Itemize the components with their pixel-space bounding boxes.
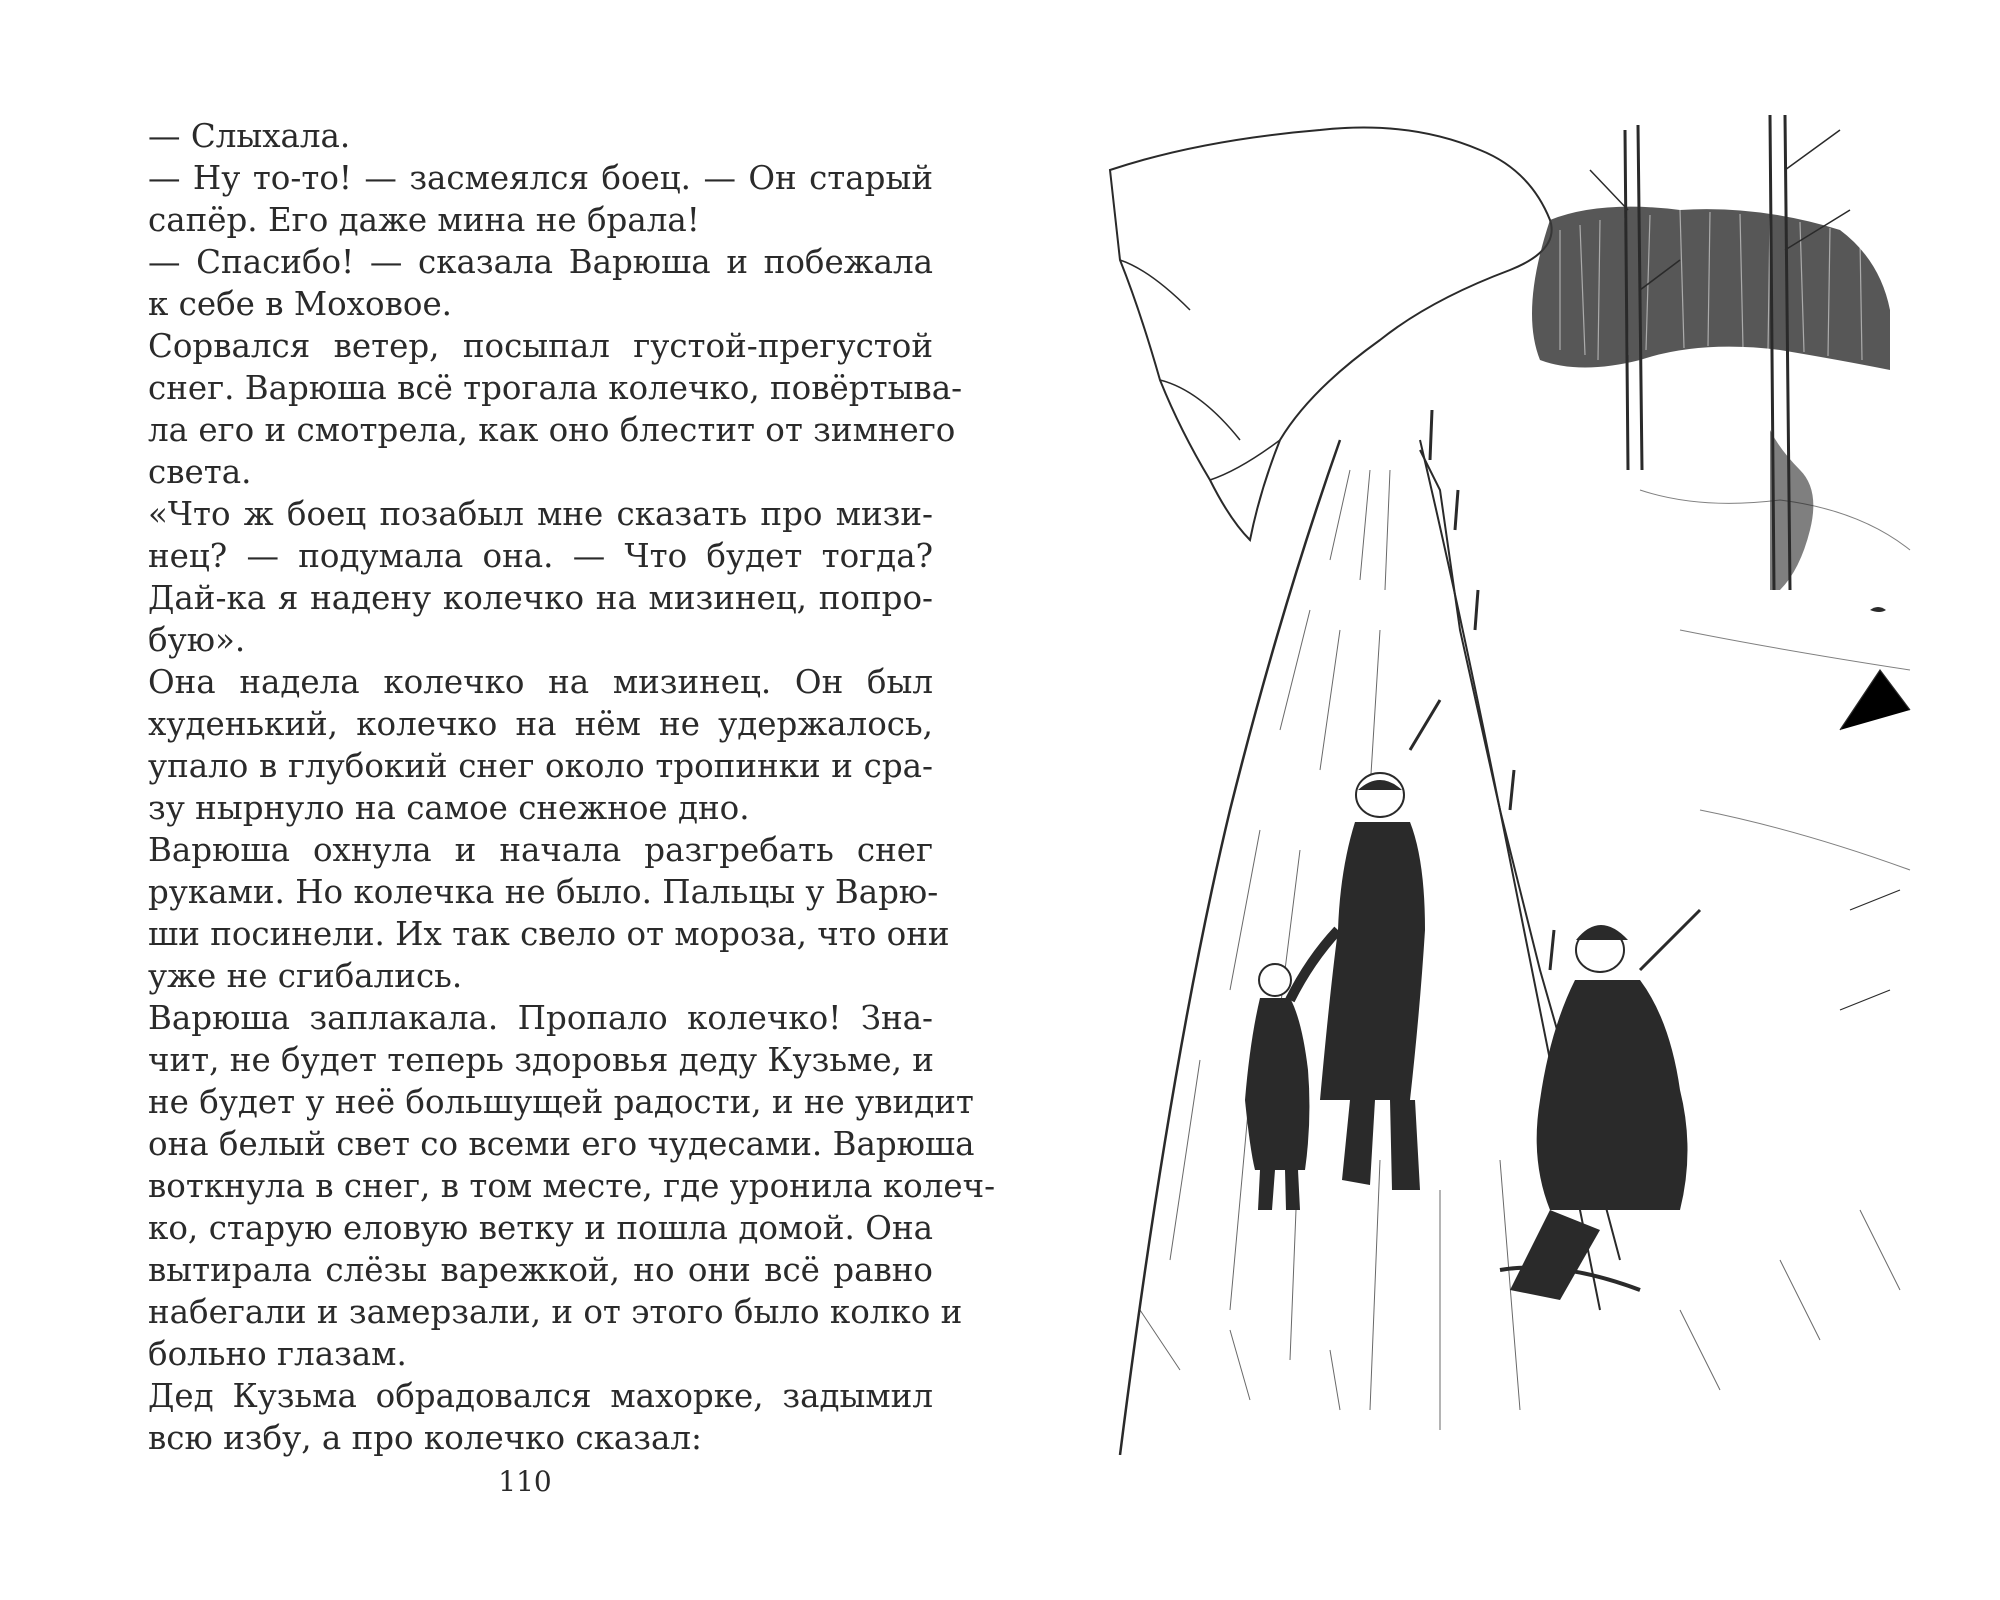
text-line: света. — [148, 453, 252, 491]
bird-icon — [1870, 607, 1886, 612]
text-line: она белый свет со всеми его чудесами. Варюша — [148, 1125, 975, 1163]
text-line: бую». — [148, 621, 246, 659]
text-line: — Спасибо! — сказала Варюша и побежала — [148, 243, 933, 281]
text-line: уже не сгибались. — [148, 957, 463, 995]
soldier-seated — [1500, 910, 1700, 1300]
text-line: больно глазам. — [148, 1335, 407, 1373]
text-line: — Слыхала. — [148, 117, 351, 155]
text-line: ла его и смотрела, как оно блестит от зимнего — [148, 411, 956, 449]
text-line: Варюша охнула и начала разгребать снег — [148, 831, 933, 869]
text-line: нец? — подумала она. — Что будет тогда? — [148, 537, 933, 575]
text-line: Она надела колечко на мизинец. Он был — [148, 663, 933, 701]
text-line: зу нырнуло на самое снежное дно. — [148, 789, 750, 827]
text-line: «Что ж боец позабыл мне сказать про мизи- — [148, 495, 933, 533]
text-line: снег. Варюша всё трогала колечко, повёртыва- — [148, 369, 963, 407]
text-line: сапёр. Его даже мина не брала! — [148, 201, 700, 239]
winter-road-illustration — [1080, 110, 1925, 1455]
text-line: всю избу, а про колечко сказал: — [148, 1419, 702, 1457]
text-line: вытирала слёзы варежкой, но они всё равно — [148, 1251, 933, 1289]
text-line: упало в глубокий снег около тропинки и сра- — [148, 747, 933, 785]
text-line: набегали и замерзали, и от этого было колко и — [148, 1293, 963, 1331]
text-line: ко, старую еловую ветку и пошла домой. Она — [148, 1209, 933, 1247]
text-line: Дай-ка я надену колечко на мизинец, попро- — [148, 579, 933, 617]
text-line: Сорвался ветер, посыпал густой-прегустой — [148, 327, 933, 365]
text-line: Варюша заплакала. Пропало колечко! Зна- — [148, 999, 933, 1037]
text-column — [148, 115, 996, 1459]
snow-bank-top — [1110, 128, 1552, 541]
text-line: не будет у неё большущей радости, и не увидит — [148, 1083, 974, 1121]
illustration-drawing — [1080, 110, 1925, 1455]
soldier-standing — [1290, 700, 1440, 1190]
text-line: чит, не будет теперь здоровья деду Кузьме, и — [148, 1041, 934, 1079]
text-line: к себе в Моховое. — [148, 285, 453, 323]
text-line: воткнула в снег, в том месте, где уронила колеч- — [148, 1167, 996, 1205]
text-line: — Ну то-то! — засмеялся боец. — Он старый — [148, 159, 933, 197]
text-line: Дед Кузьма обрадовался махорке, задымил — [148, 1377, 933, 1415]
text-line: руками. Но колечка не было. Пальцы у Варю- — [148, 873, 939, 911]
text-line: худенький, колечко на нём не удержалось, — [148, 705, 933, 743]
text-line: ши посинели. Их так свело от мороза, что они — [148, 915, 950, 953]
page-number: 110 — [498, 1465, 552, 1498]
forest-band — [1532, 207, 1890, 370]
road-left-edge — [1120, 440, 1340, 1455]
child-figure — [1245, 964, 1309, 1210]
